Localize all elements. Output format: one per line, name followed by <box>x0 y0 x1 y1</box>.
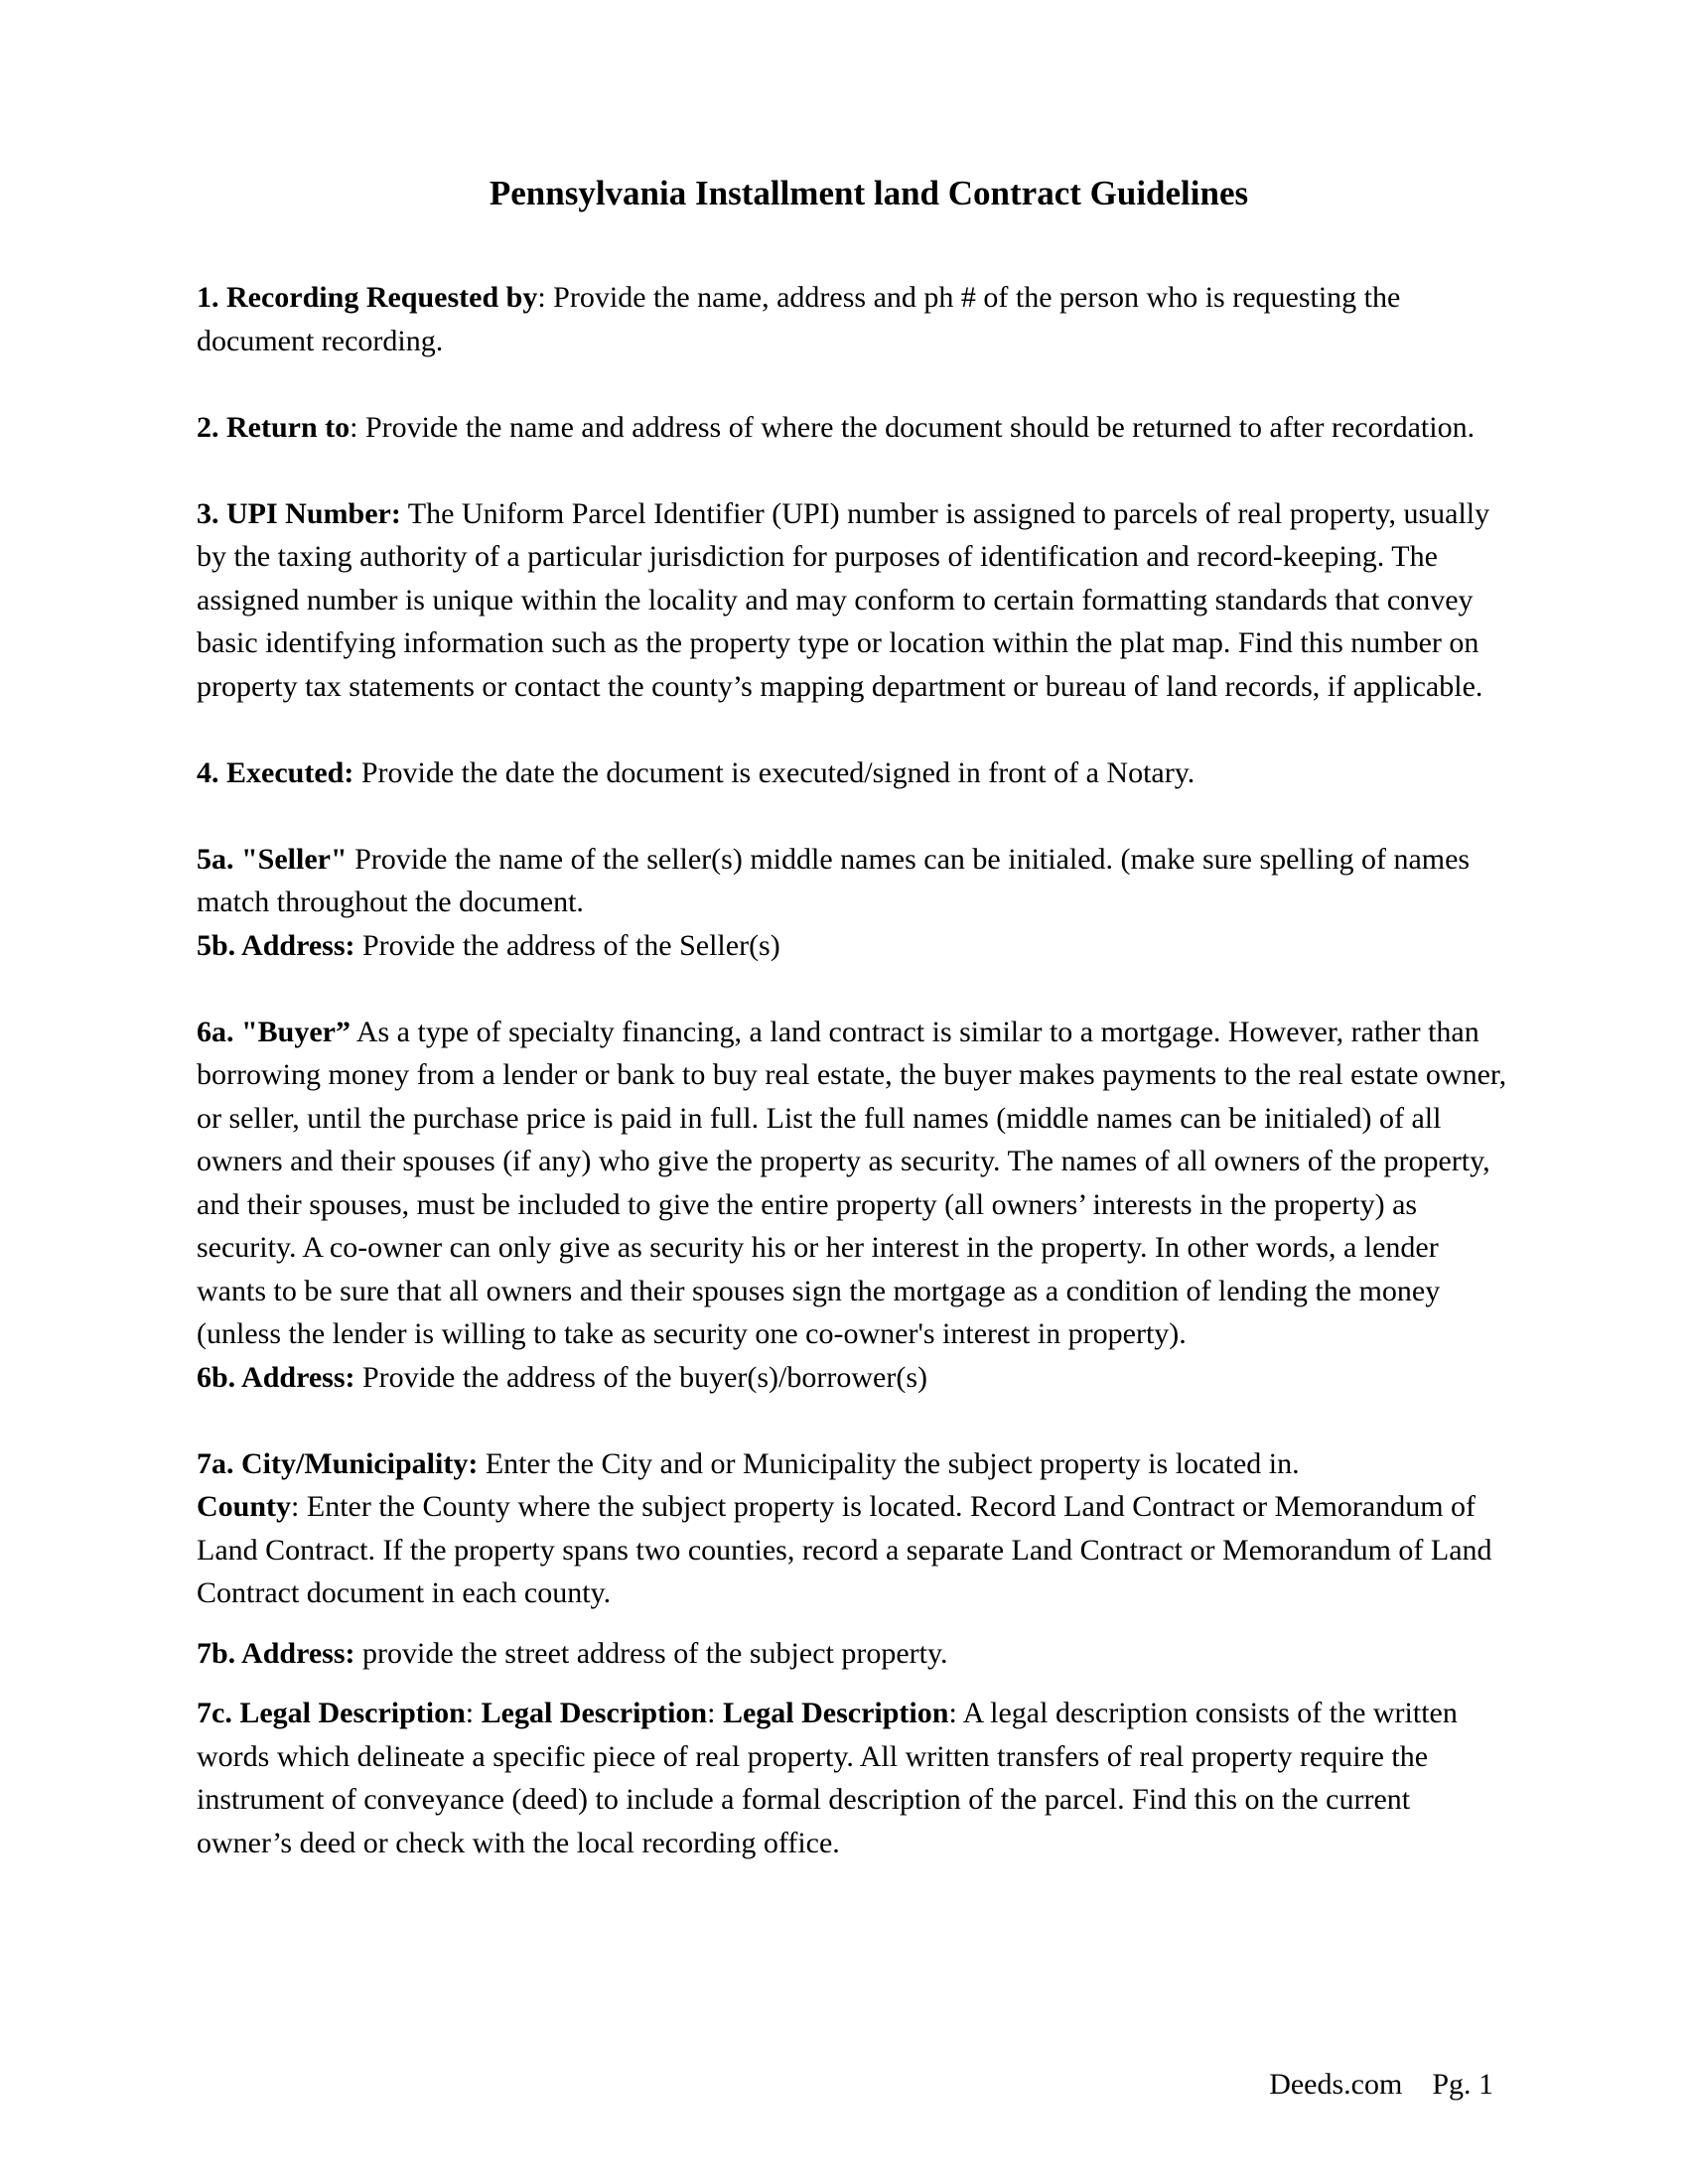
section-7a-city-municipality <box>197 1442 1507 1615</box>
section-6b-buyer-address <box>197 1356 1507 1400</box>
section-7c-separator-2: : <box>707 1697 723 1729</box>
section-6a-buyer <box>197 1011 1507 1356</box>
section-3-upi-number <box>197 492 1507 709</box>
section-7b-property-address <box>197 1632 1507 1676</box>
section-7a-county-label: County <box>197 1490 292 1523</box>
section-1-label: 1. Recording Requested by <box>197 281 538 314</box>
section-3-text: The Uniform Parcel Identifier (UPI) number is assigned to parcels of real property, usually by the taxing authority of a particular jurisdiction for purposes of identification and record-keeping. The assigned number is unique within the locality and may conform to certain formatting standards that convey basic identifying information such as the property type or location within the plat map. Find this number on property tax statements or contact the county’s mapping department or bureau of land records, if applicable. <box>197 496 1490 703</box>
section-5a-seller <box>197 838 1507 924</box>
section-7c-label-3: Legal Description <box>722 1697 949 1729</box>
section-7a-label: 7a. City/Municipality: <box>197 1446 479 1480</box>
section-7c-label-2: Legal Description <box>481 1697 708 1729</box>
section-6a-label: 6a. "Buyer” <box>197 1015 351 1048</box>
section-2-return-to <box>197 406 1507 450</box>
section-6b-label: 6b. Address: <box>197 1360 355 1394</box>
section-3-label: 3. UPI Number: <box>197 496 401 530</box>
document-title: Pennsylvania Installment land Contract Guidelines <box>489 174 1249 212</box>
section-4-executed <box>197 751 1507 795</box>
section-7c-label-1: 7c. Legal Description <box>197 1697 466 1729</box>
section-2-label: 2. Return to <box>197 410 351 444</box>
section-1-text: : Provide the name, address and ph # of the person who is requesting the document recording. <box>197 281 1401 357</box>
page-footer <box>1269 2065 1493 2105</box>
section-5b-label: 5b. Address: <box>197 928 355 962</box>
footer-site: Deeds.com <box>1269 2068 1403 2101</box>
section-7b-text: provide the street address of the subject property. <box>354 1636 948 1670</box>
section-7c-text: : A legal description consists of the written words which delineate a specific piece of real property. All written transfers of real property require the instrument of conveyance (deed) to include a formal description of the parcel. Find this on the current owner’s deed or check with the local recording office. <box>197 1697 1458 1859</box>
section-6b-text: Provide the address of the buyer(s)/borrower(s) <box>354 1360 927 1394</box>
section-6a-text: As a type of specialty financing, a land contract is similar to a mortgage. However, rather than borrowing money from a lender or bank to buy real estate, the buyer makes payments to the real estate owner, or seller, until the purchase price is paid in full. List the full names (middle names can be initialed) of all owners and their spouses (if any) who give the property as security. The names of all owners of the property, and their spouses, must be included to give the entire property (all owners’ interests in the property) as security. A co-owner can only give as security his or her interest in the property. In other words, a lender wants to be sure that all owners and their spouses sign the mortgage as a condition of lending the money (unless the lender is willing to take as security one co-owner's interest in property). <box>197 1015 1507 1350</box>
section-5b-seller-address <box>197 924 1507 968</box>
section-7c-separator-1: : <box>465 1697 482 1729</box>
section-4-text: Provide the date the document is executed/signed in front of a Notary. <box>353 755 1196 789</box>
section-7c-legal-description <box>197 1692 1507 1864</box>
section-5a-text: Provide the name of the seller(s) middle names can be initialed. (make sure spelling of names match throughout the document. <box>197 842 1471 918</box>
section-4-label: 4. Executed: <box>197 755 354 789</box>
section-2-text: : Provide the name and address of where the document should be returned to after recordation. <box>350 410 1476 444</box>
document-body <box>197 276 1507 1864</box>
section-7a-text: Enter the City and or Municipality the subject property is located in. <box>478 1446 1300 1480</box>
section-5a-label: 5a. "Seller" <box>197 842 348 876</box>
section-7a-county-text: : Enter the County where the subject property is located. Record Land Contract or Memorandum of Land Contract. If the property spans two counties, record a separate Land Contract or Memorandum of Land Contract document in each county. <box>197 1490 1492 1609</box>
section-7b-label: 7b. Address: <box>197 1636 355 1670</box>
section-1-recording-requested-by <box>197 276 1507 362</box>
section-5b-text: Provide the address of the Seller(s) <box>354 928 780 962</box>
footer-page-number: Pg. 1 <box>1432 2068 1493 2101</box>
